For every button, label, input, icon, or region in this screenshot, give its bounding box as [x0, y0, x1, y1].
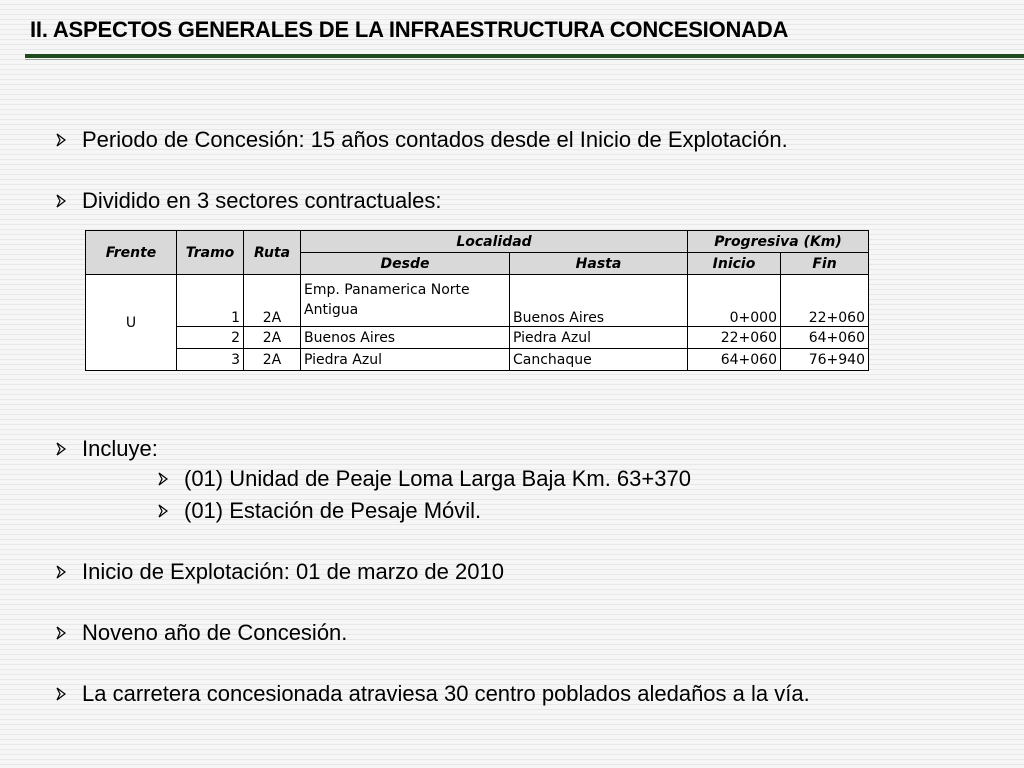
cell-inicio: 64+060	[688, 349, 781, 371]
cell-ruta: 2A	[244, 327, 301, 349]
header-hasta: Hasta	[510, 253, 688, 275]
bullet-noveno	[54, 620, 347, 646]
bullet-incluye	[54, 436, 158, 462]
arrow-bullet-icon	[156, 504, 170, 518]
cell-hasta: Buenos Aires	[510, 275, 688, 327]
title-rule-thin	[25, 59, 1024, 60]
header-desde: Desde	[301, 253, 510, 275]
cell-fin: 22+060	[781, 275, 869, 327]
sectors-table	[85, 230, 869, 371]
cell-tramo: 1	[177, 275, 244, 327]
cell-ruta: 2A	[244, 275, 301, 327]
arrow-bullet-icon	[54, 565, 68, 579]
bullet-text: Periodo de Concesión: 15 años contados desde el Inicio de Explotación.	[82, 127, 788, 152]
cell-tramo: 3	[177, 349, 244, 371]
cell-desde-line2: Antigua	[304, 302, 359, 318]
cell-desde-line1: Emp. Panamerica Norte	[304, 282, 470, 298]
cell-desde: Piedra Azul	[301, 349, 510, 371]
cell-desde: Buenos Aires	[301, 327, 510, 349]
bullet-text: La carretera concesionada atraviesa 30 centro poblados aledaños a la vía.	[82, 681, 810, 706]
cell-ruta: 2A	[244, 349, 301, 371]
header-ruta: Ruta	[244, 231, 301, 275]
bullet-text: Incluye:	[82, 436, 158, 461]
bullet-periodo	[54, 127, 788, 153]
cell-hasta: Piedra Azul	[510, 327, 688, 349]
arrow-bullet-icon	[54, 687, 68, 701]
bullet-text: (01) Estación de Pesaje Móvil.	[184, 498, 482, 523]
bullet-text: Dividido en 3 sectores contractuales:	[82, 188, 442, 213]
header-localidad: Localidad	[301, 231, 688, 253]
bullet-text: Inicio de Explotación: 01 de marzo de 2010	[82, 559, 504, 584]
header-frente: Frente	[86, 231, 177, 275]
cell-inicio: 0+000	[688, 275, 781, 327]
arrow-bullet-icon	[54, 442, 68, 456]
bullet-inicio-explotacion	[54, 559, 504, 585]
arrow-bullet-icon	[54, 133, 68, 147]
cell-fin: 64+060	[781, 327, 869, 349]
header-tramo: Tramo	[177, 231, 244, 275]
arrow-bullet-icon	[54, 194, 68, 208]
cell-tramo: 2	[177, 327, 244, 349]
title-rule	[25, 54, 1024, 58]
table-row	[86, 349, 869, 371]
table-row	[86, 327, 869, 349]
header-fin: Fin	[781, 253, 869, 275]
sub-bullet-peaje	[156, 466, 691, 492]
table-row	[86, 275, 869, 327]
sub-bullet-pesaje	[156, 498, 481, 524]
cell-desde	[301, 275, 510, 327]
bullet-text: Noveno año de Concesión.	[82, 620, 348, 645]
cell-hasta: Canchaque	[510, 349, 688, 371]
bullet-dividido	[54, 188, 442, 214]
header-progresiva: Progresiva (Km)	[688, 231, 869, 253]
bullet-text: (01) Unidad de Peaje Loma Larga Baja Km. 63+370	[184, 466, 691, 491]
cell-inicio: 22+060	[688, 327, 781, 349]
cell-fin: 76+940	[781, 349, 869, 371]
slide-title: II. ASPECTOS GENERALES DE LA INFRAESTRUCTURA CONCESIONADA	[30, 17, 789, 42]
bullet-carretera	[54, 681, 810, 707]
arrow-bullet-icon	[156, 472, 170, 486]
cell-frente: U	[86, 275, 177, 371]
arrow-bullet-icon	[54, 626, 68, 640]
header-inicio: Inicio	[688, 253, 781, 275]
